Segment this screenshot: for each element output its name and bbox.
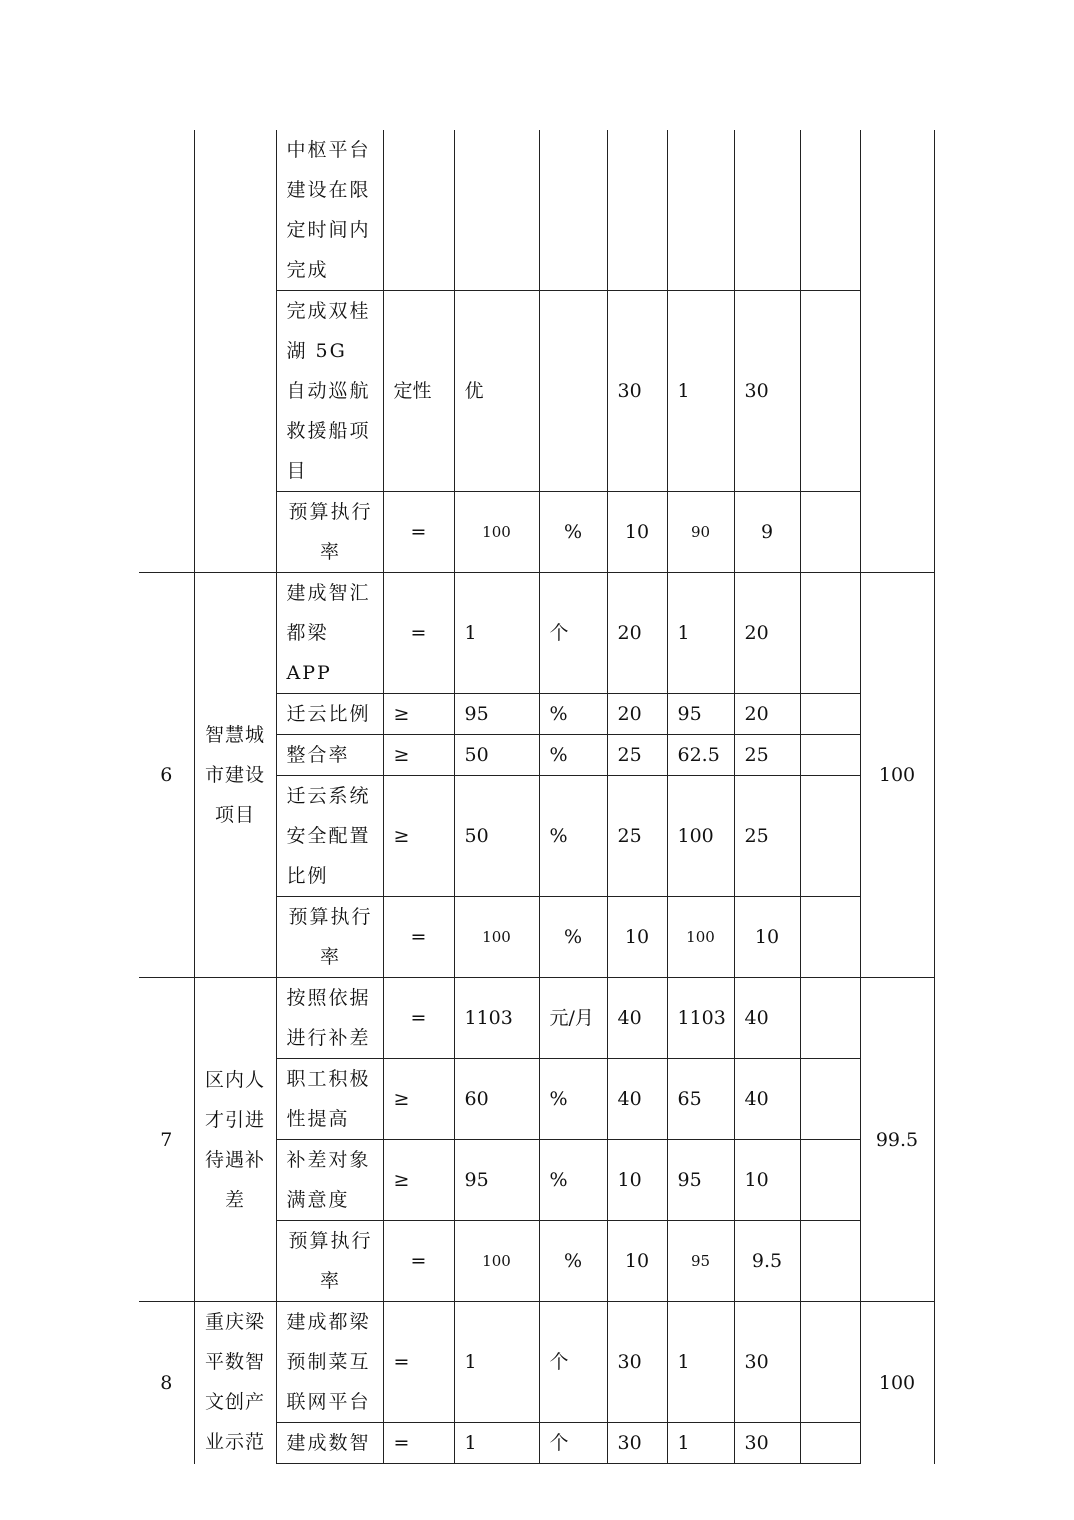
cell-weight: 20	[607, 694, 667, 735]
cell-note	[800, 130, 860, 291]
cell-actual: 95	[667, 694, 734, 735]
cell-note	[800, 1423, 860, 1464]
table-row	[139, 978, 934, 1059]
cell-symbol: =	[383, 978, 454, 1059]
cell-project-no: 6	[139, 573, 194, 978]
cell-note	[800, 1221, 860, 1302]
cell-target: 1	[454, 573, 539, 694]
cell-weight: 25	[607, 735, 667, 776]
cell-indicator: 职工积极性提高	[276, 1059, 383, 1140]
cell-actual: 1	[667, 573, 734, 694]
cell-score: 30	[734, 1302, 800, 1423]
cell-score: 40	[734, 1059, 800, 1140]
cell-note	[800, 1059, 860, 1140]
cell-score: 9.5	[734, 1221, 800, 1302]
table-row	[139, 573, 934, 694]
cell-symbol: =	[383, 492, 454, 573]
cell-total-empty	[860, 130, 934, 573]
cell-actual: 95	[667, 1140, 734, 1221]
cell-actual: 1103	[667, 978, 734, 1059]
cell-symbol: ≥	[383, 776, 454, 897]
cell-score: 20	[734, 694, 800, 735]
cell-unit: %	[539, 694, 607, 735]
cell-unit: %	[539, 776, 607, 897]
cell-score: 25	[734, 735, 800, 776]
cell-unit: 个	[539, 1302, 607, 1423]
cell-note	[800, 1140, 860, 1221]
cell-unit: 个	[539, 573, 607, 694]
cell-actual: 95	[667, 1221, 734, 1302]
cell-project-no: 8	[139, 1302, 194, 1464]
cell-score: 30	[734, 1423, 800, 1464]
cell-target: 95	[454, 1140, 539, 1221]
cell-target: 95	[454, 694, 539, 735]
cell-actual: 1	[667, 1423, 734, 1464]
cell-indicator: 预算执行率	[276, 1221, 383, 1302]
cell-weight: 20	[607, 573, 667, 694]
cell-actual: 1	[667, 291, 734, 492]
cell-note	[800, 573, 860, 694]
cell-weight: 30	[607, 1302, 667, 1423]
cell-weight: 25	[607, 776, 667, 897]
cell-note	[800, 291, 860, 492]
cell-symbol: =	[383, 1423, 454, 1464]
cell-weight: 10	[607, 1221, 667, 1302]
cell-symbol	[383, 130, 454, 291]
cell-note	[800, 897, 860, 978]
cell-target: 100	[454, 492, 539, 573]
cell-unit: %	[539, 492, 607, 573]
cell-unit: 个	[539, 1423, 607, 1464]
cell-weight: 30	[607, 1423, 667, 1464]
cell-note	[800, 735, 860, 776]
performance-table	[139, 130, 935, 1464]
cell-note	[800, 978, 860, 1059]
cell-actual: 100	[667, 776, 734, 897]
cell-symbol: 定性	[383, 291, 454, 492]
cell-target: 优	[454, 291, 539, 492]
cell-symbol: =	[383, 897, 454, 978]
cell-indicator: 完成双桂湖 5G 自动巡航救援船项目	[276, 291, 383, 492]
cell-weight: 40	[607, 1059, 667, 1140]
cell-actual: 90	[667, 492, 734, 573]
cell-indicator: 预算执行率	[276, 897, 383, 978]
cell-actual: 65	[667, 1059, 734, 1140]
cell-total-score: 99.5	[860, 978, 934, 1302]
cell-target: 1	[454, 1423, 539, 1464]
cell-target: 50	[454, 776, 539, 897]
cell-note	[800, 492, 860, 573]
cell-target	[454, 130, 539, 291]
cell-actual: 62.5	[667, 735, 734, 776]
cell-indicator: 迁云系统安全配置比例	[276, 776, 383, 897]
table-row	[139, 1302, 934, 1423]
cell-indicator: 建成数智	[276, 1423, 383, 1464]
cell-target: 100	[454, 897, 539, 978]
cell-indicator: 整合率	[276, 735, 383, 776]
cell-indicator: 迁云比例	[276, 694, 383, 735]
cell-actual: 1	[667, 1302, 734, 1423]
cell-unit	[539, 130, 607, 291]
cell-note	[800, 776, 860, 897]
cell-indicator: 建成都梁预制菜互联网平台	[276, 1302, 383, 1423]
cell-name-empty	[194, 130, 276, 573]
cell-total-score: 100	[860, 1302, 934, 1464]
cell-weight: 10	[607, 492, 667, 573]
cell-score: 9	[734, 492, 800, 573]
cell-weight: 10	[607, 897, 667, 978]
cell-indicator: 按照依据进行补差	[276, 978, 383, 1059]
cell-indicator: 中枢平台建设在限定时间内完成	[276, 130, 383, 291]
cell-score: 20	[734, 573, 800, 694]
cell-score: 30	[734, 291, 800, 492]
table-row	[139, 130, 934, 291]
cell-actual	[667, 130, 734, 291]
cell-weight: 40	[607, 978, 667, 1059]
cell-score: 25	[734, 776, 800, 897]
cell-no-empty	[139, 130, 194, 573]
cell-target: 1	[454, 1302, 539, 1423]
cell-unit: %	[539, 1221, 607, 1302]
cell-total-score: 100	[860, 573, 934, 978]
cell-weight: 30	[607, 291, 667, 492]
cell-project-name: 重庆梁平数智文创产业示范	[194, 1302, 276, 1464]
cell-unit	[539, 291, 607, 492]
cell-actual: 100	[667, 897, 734, 978]
cell-score: 10	[734, 897, 800, 978]
cell-unit: %	[539, 1140, 607, 1221]
cell-project-no: 7	[139, 978, 194, 1302]
cell-unit: %	[539, 735, 607, 776]
cell-indicator: 预算执行率	[276, 492, 383, 573]
cell-symbol: ≥	[383, 1059, 454, 1140]
cell-score	[734, 130, 800, 291]
cell-weight: 10	[607, 1140, 667, 1221]
cell-unit: %	[539, 897, 607, 978]
cell-weight	[607, 130, 667, 291]
cell-unit: %	[539, 1059, 607, 1140]
cell-symbol: ≥	[383, 1140, 454, 1221]
cell-symbol: =	[383, 1302, 454, 1423]
cell-score: 10	[734, 1140, 800, 1221]
cell-indicator: 补差对象满意度	[276, 1140, 383, 1221]
cell-note	[800, 694, 860, 735]
cell-symbol: ≥	[383, 735, 454, 776]
cell-project-name: 区内人才引进待遇补差	[194, 978, 276, 1302]
cell-score: 40	[734, 978, 800, 1059]
cell-note	[800, 1302, 860, 1423]
cell-target: 50	[454, 735, 539, 776]
cell-symbol: =	[383, 573, 454, 694]
cell-symbol: ≥	[383, 694, 454, 735]
cell-indicator: 建成智汇都梁 APP	[276, 573, 383, 694]
cell-symbol: =	[383, 1221, 454, 1302]
cell-unit: 元/月	[539, 978, 607, 1059]
cell-target: 60	[454, 1059, 539, 1140]
cell-target: 100	[454, 1221, 539, 1302]
cell-target: 1103	[454, 978, 539, 1059]
cell-project-name: 智慧城市建设项目	[194, 573, 276, 978]
